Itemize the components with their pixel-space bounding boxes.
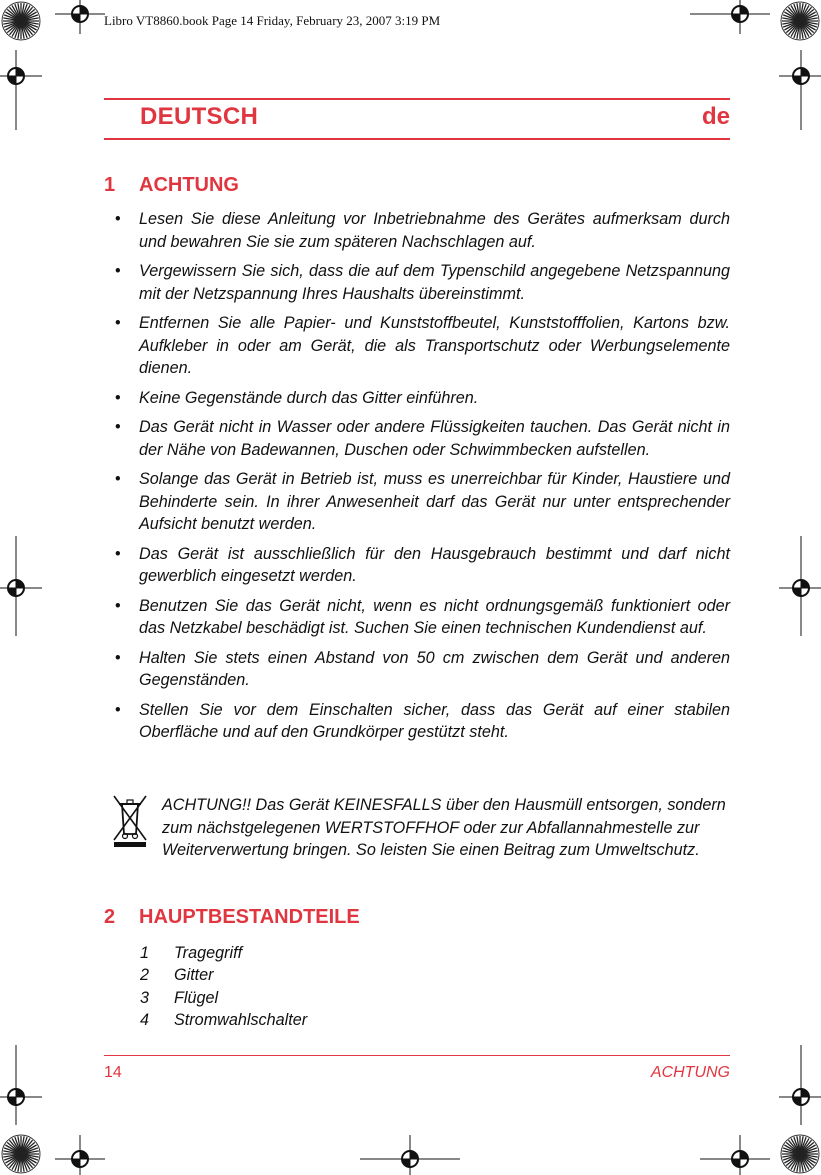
section-heading-hauptbestandteile <box>104 906 360 929</box>
registration-mark-icon <box>0 1045 42 1125</box>
crossed-bin-icon <box>110 794 150 848</box>
part-label: Stromwahlschalter <box>174 1010 308 1029</box>
registration-mark-icon <box>55 0 105 34</box>
language-code: de <box>701 103 730 130</box>
registration-mark-icon <box>700 1135 770 1175</box>
starburst-mark-icon <box>779 1133 821 1175</box>
language-title: DEUTSCH <box>140 103 259 130</box>
registration-mark-icon <box>779 536 821 636</box>
bullet-icon: • <box>115 648 121 667</box>
section-heading-achtung <box>104 174 239 197</box>
list-item: • Das Gerät nicht in Wasser oder andere Flüssigkeiten tauchen. Das Gerät nicht in der Nähe von Badewannen, Duschen oder Schwimmbecken aufstellen. <box>115 418 730 459</box>
part-label: Gitter <box>174 966 214 985</box>
part-label: Tragegriff <box>174 944 243 962</box>
bullet-icon: • <box>115 700 121 719</box>
section-title: ACHTUNG <box>139 174 239 196</box>
bullet-icon: • <box>115 418 121 436</box>
bullet-icon: • <box>115 262 121 280</box>
part-number: 2 <box>140 966 150 985</box>
list-item <box>140 964 307 986</box>
registration-mark-icon <box>360 1135 460 1175</box>
bullet-icon: • <box>115 470 121 488</box>
starburst-mark-icon <box>0 1133 42 1175</box>
page-footer <box>104 1055 730 1086</box>
list-item <box>140 942 307 964</box>
footer-section: ACHTUNG <box>650 1064 730 1081</box>
list-item: • Entfernen Sie alle Papier- und Kunststoffbeutel, Kunststofffolien, Kartons bzw. Aufkleber in oder am Gerät, die als Transportschutz oder Werbungselemente dienen. <box>115 314 730 377</box>
part-number: 4 <box>140 1010 150 1029</box>
list-item: • Lesen Sie diese Anleitung vor Inbetriebnahme des Gerätes aufmerksam durch und bewahren Sie sie zum späteren Nachschlagen auf. <box>115 210 730 251</box>
registration-mark-icon <box>55 1135 105 1175</box>
print-slug: Libro VT8860.book Page 14 Friday, February 23, 2007 3:19 PM <box>104 13 441 28</box>
part-number: 3 <box>140 988 150 1007</box>
list-item <box>140 1009 307 1031</box>
registration-mark-icon <box>0 536 42 636</box>
warning-list <box>115 208 730 751</box>
registration-mark-icon <box>779 50 821 130</box>
registration-mark-icon <box>690 0 770 34</box>
part-number: 1 <box>140 944 150 962</box>
list-item: • Vergewissern Sie sich, dass die auf dem Typenschild angegebene Netzspannung mit der Netzspannung Ihres Haushalts übereinstimmt. <box>115 262 730 303</box>
list-item: • Benutzen Sie das Gerät nicht, wenn es nicht ordnungsgemäß funktioniert oder das Netzkabel beschädigt ist. Suchen Sie einen technischen Kundendienst auf. <box>115 596 730 637</box>
starburst-mark-icon <box>0 0 42 42</box>
page-number: 14 <box>104 1064 122 1081</box>
bullet-icon: • <box>115 544 121 563</box>
registration-mark-icon <box>779 1045 821 1125</box>
list-item: • Das Gerät ist ausschließlich für den Hausgebrauch bestimmt und darf nicht gewerblich eingesetzt werden. <box>115 544 730 585</box>
bullet-icon: • <box>115 210 121 228</box>
list-item <box>140 987 307 1009</box>
list-item: • Solange das Gerät in Betrieb ist, muss es unerreichbar für Kinder, Haustiere und Behinderte sein. In ihrer Anwesenheit darf das Gerät nur unter entsprechender Aufsicht benutzt werden. <box>115 470 730 533</box>
bullet-icon: • <box>115 314 121 332</box>
bullet-icon: • <box>115 596 121 615</box>
parts-list <box>140 942 307 1031</box>
list-item: • Halten Sie stets einen Abstand von 50 cm zwischen dem Gerät und anderen Gegenständen. <box>115 648 730 689</box>
list-item: • Stellen Sie vor dem Einschalten sicher, dass das Gerät auf einer stabilen Oberfläche und auf den Grundkörper gestützt steht. <box>115 700 730 741</box>
section-number: 1 <box>104 174 116 196</box>
part-label: Flügel <box>174 988 219 1007</box>
section-number: 2 <box>104 906 116 928</box>
starburst-mark-icon <box>779 0 821 42</box>
page-header <box>104 98 730 140</box>
section-title: HAUPTBESTANDTEILE <box>139 906 360 928</box>
bullet-icon: • <box>115 388 121 407</box>
disposal-notice: ACHTUNG!! Das Gerät KEINESFALLS über den Hausmüll entsorgen, sondern zum nächstgelegenen WERTSTOFFHOF oder zur Abfallannahmestelle zur Weiterverwertung bringen. So leisten Sie einen Beitrag zum Umweltschutz. <box>162 796 726 859</box>
list-item: • Keine Gegenstände durch das Gitter einführen. <box>115 387 730 410</box>
registration-mark-icon <box>0 50 42 130</box>
